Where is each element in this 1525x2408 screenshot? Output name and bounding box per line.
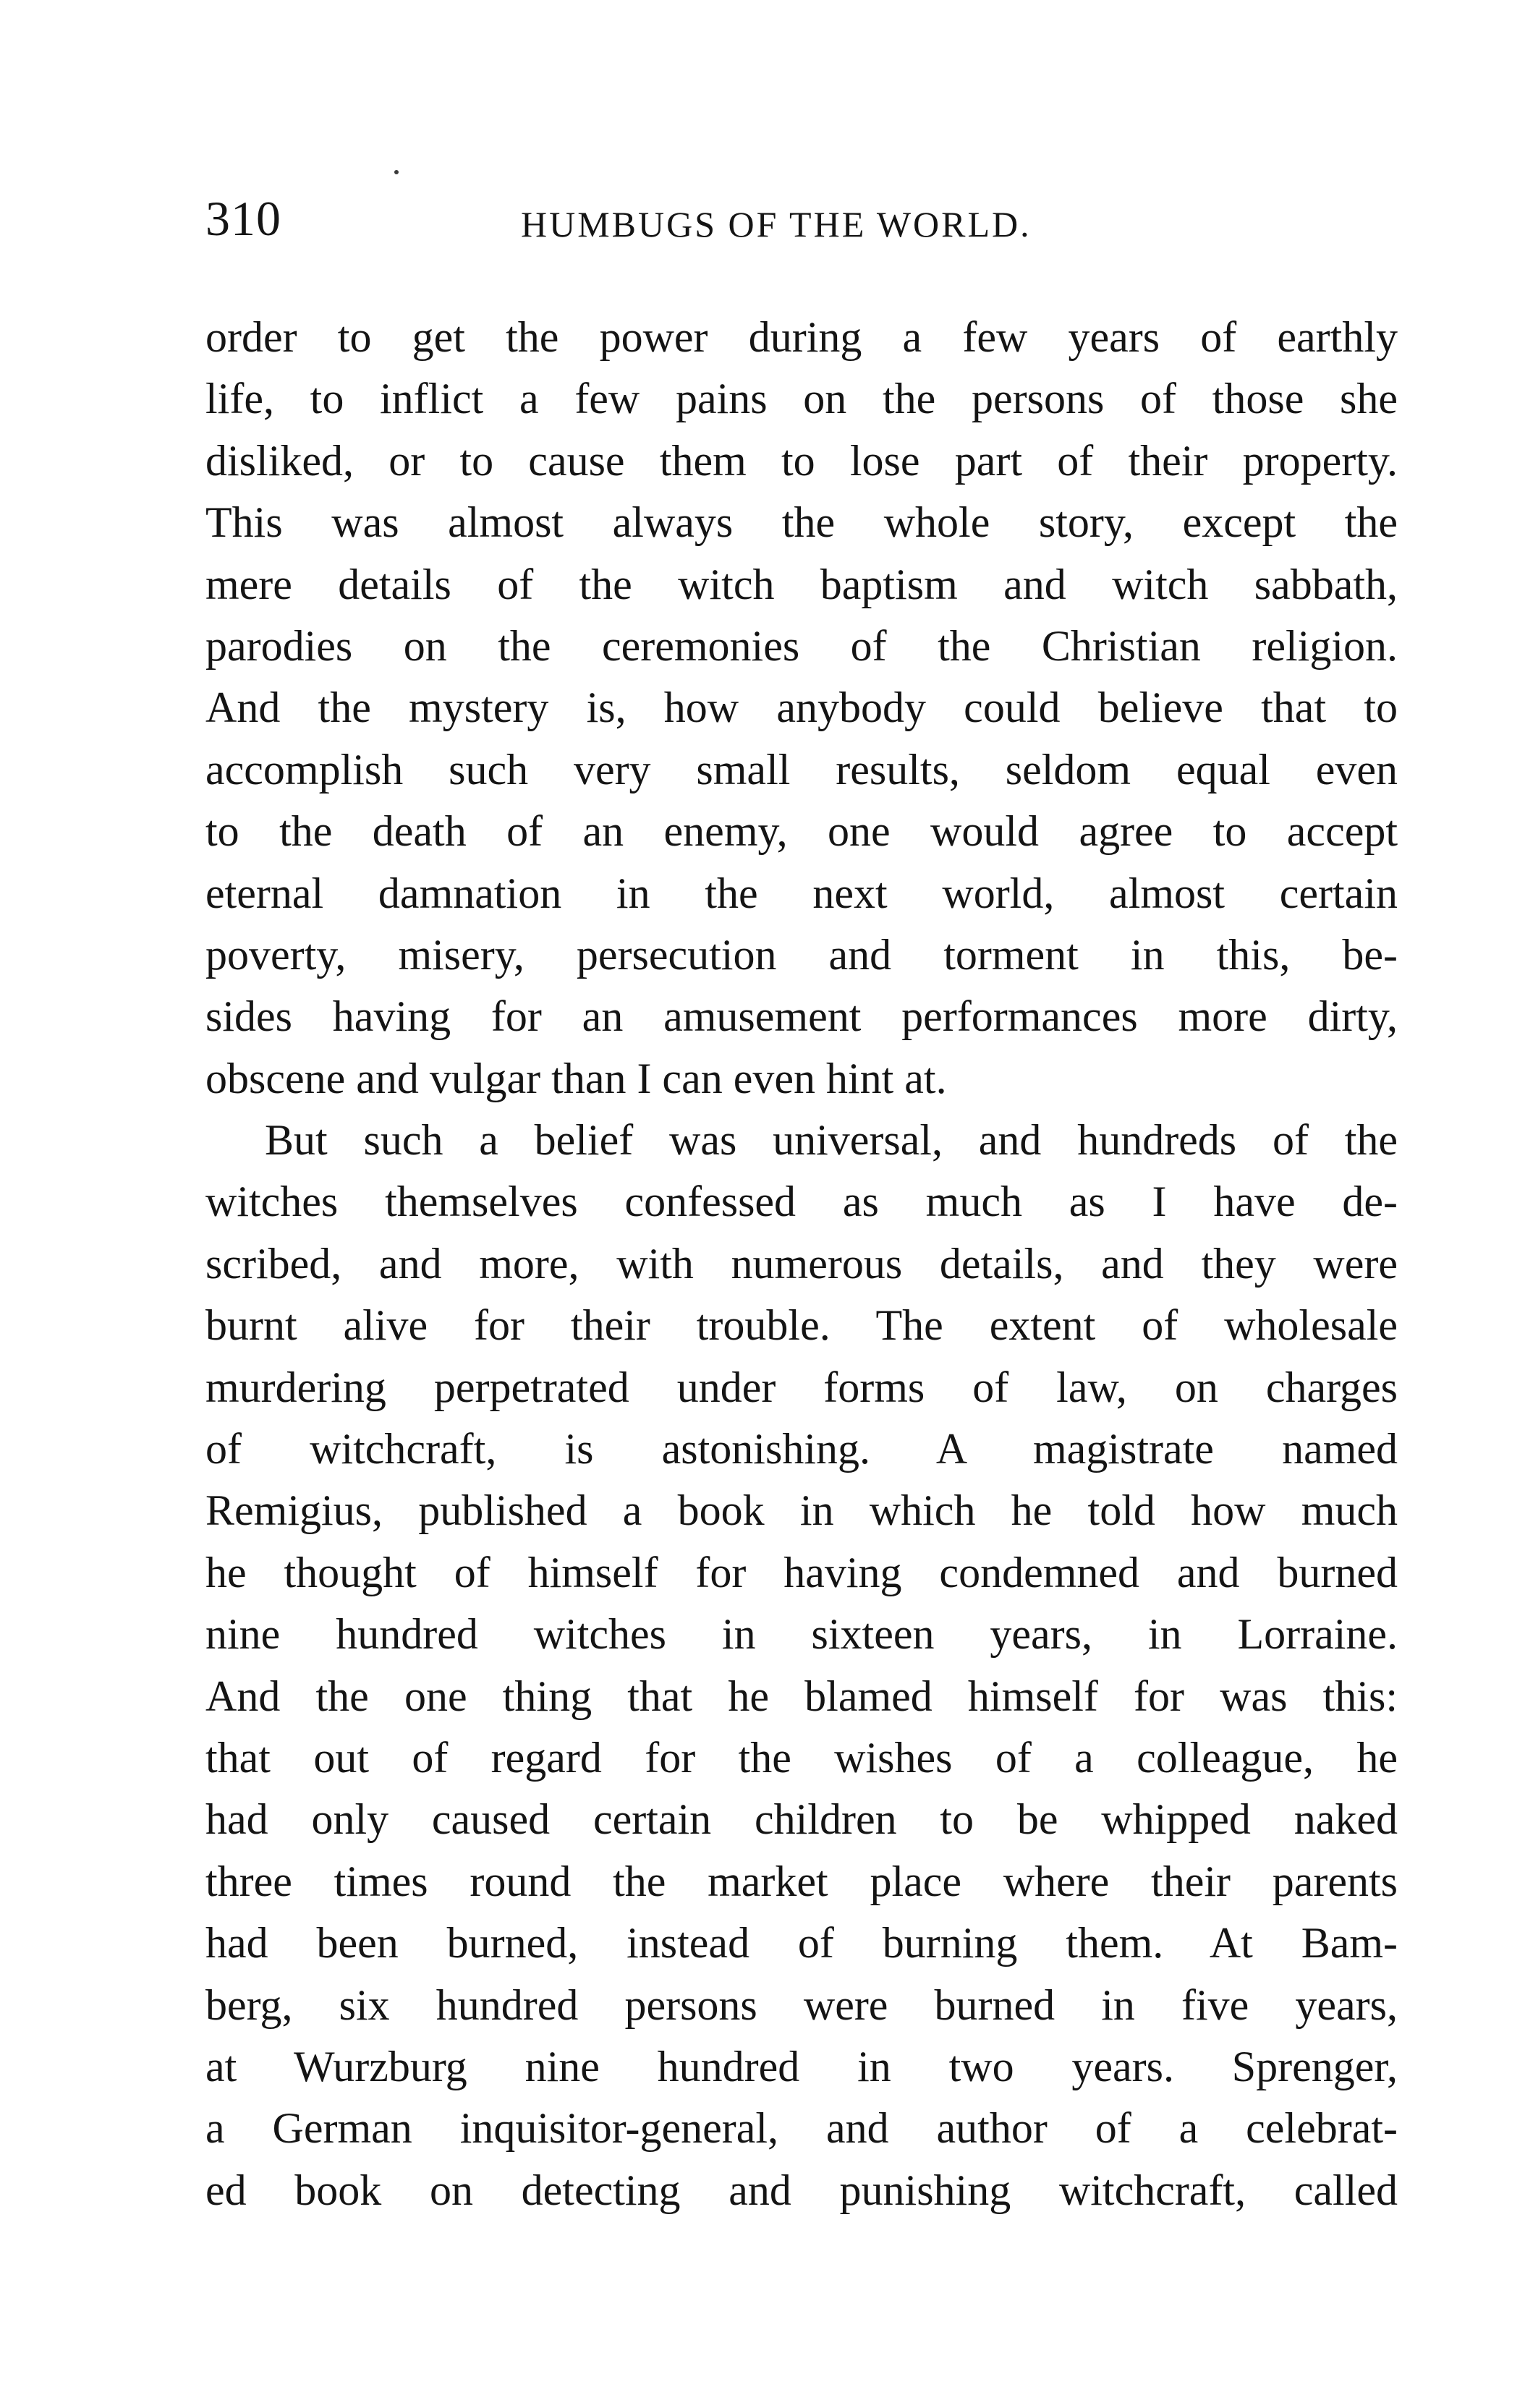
text-line: And the mystery is, how anybody could believe that to	[205, 684, 1398, 732]
page-number: 310	[205, 191, 281, 246]
body-text	[205, 307, 1398, 2221]
text-line: This was almost always the whole story, except the	[205, 498, 1398, 547]
print-speck	[394, 170, 399, 174]
text-line: life, to inflict a few pains on the persons of those she	[205, 375, 1398, 423]
text-line: murdering perpetrated under forms of law, on charges	[205, 1363, 1398, 1411]
text-line: to the death of an enemy, one would agree to accept	[205, 807, 1398, 856]
text-line: poverty, misery, persecution and torment in this, be-	[205, 930, 1398, 979]
text-line: order to get the power during a few years of earthly	[205, 313, 1398, 361]
text-line: eternal damnation in the next world, almost certain	[205, 869, 1398, 917]
text-line: mere details of the witch baptism and witch sabbath,	[205, 560, 1398, 608]
text-line: accomplish such very small results, seldom equal even	[205, 745, 1398, 794]
text-line: sides having for an amusement performances more dirty,	[205, 992, 1398, 1041]
text-line: Remigius, published a book in which he told how much	[205, 1486, 1398, 1535]
running-head: HUMBUGS OF THE WORLD.	[521, 204, 1032, 244]
text-line: had only caused certain children to be whipped naked	[205, 1795, 1398, 1844]
text-line: berg, six hundred persons were burned in five years,	[205, 1981, 1398, 2029]
text-line: ed book on detecting and punishing witchcraft, called	[205, 2166, 1398, 2214]
page-header	[205, 190, 1392, 247]
text-line: had been burned, instead of burning them. At Bam-	[205, 1919, 1398, 1967]
text-line: that out of regard for the wishes of a colleague, he	[205, 1733, 1398, 1782]
text-line: at Wurzburg nine hundred in two years. Sprenger,	[205, 2042, 1398, 2090]
text-line: three times round the market place where their parents	[205, 1857, 1398, 1905]
text-line: scribed, and more, with numerous details, and they were	[205, 1239, 1398, 1288]
text-line: disliked, or to cause them to lose part of their property.	[205, 436, 1398, 485]
text-line: a German inquisitor-general, and author of a celebrat-	[205, 2104, 1398, 2153]
text-line: burnt alive for their trouble. The extent of wholesale	[205, 1301, 1398, 1350]
text-line: he thought of himself for having condemned and burned	[205, 1548, 1398, 1596]
text-line: of witchcraft, is astonishing. A magistrate named	[205, 1425, 1398, 1473]
text-line: nine hundred witches in sixteen years, in Lorraine.	[205, 1610, 1398, 1659]
text-line: But such a belief was universal, and hundreds of the	[265, 1116, 1398, 1165]
text-line: And the one thing that he blamed himself for was this:	[205, 1672, 1398, 1720]
text-line: witches themselves confessed as much as I have de-	[205, 1178, 1398, 1226]
text-line: obscene and vulgar than I can even hint at.	[205, 1054, 947, 1102]
text-line: parodies on the ceremonies of the Christian religion.	[205, 621, 1398, 670]
